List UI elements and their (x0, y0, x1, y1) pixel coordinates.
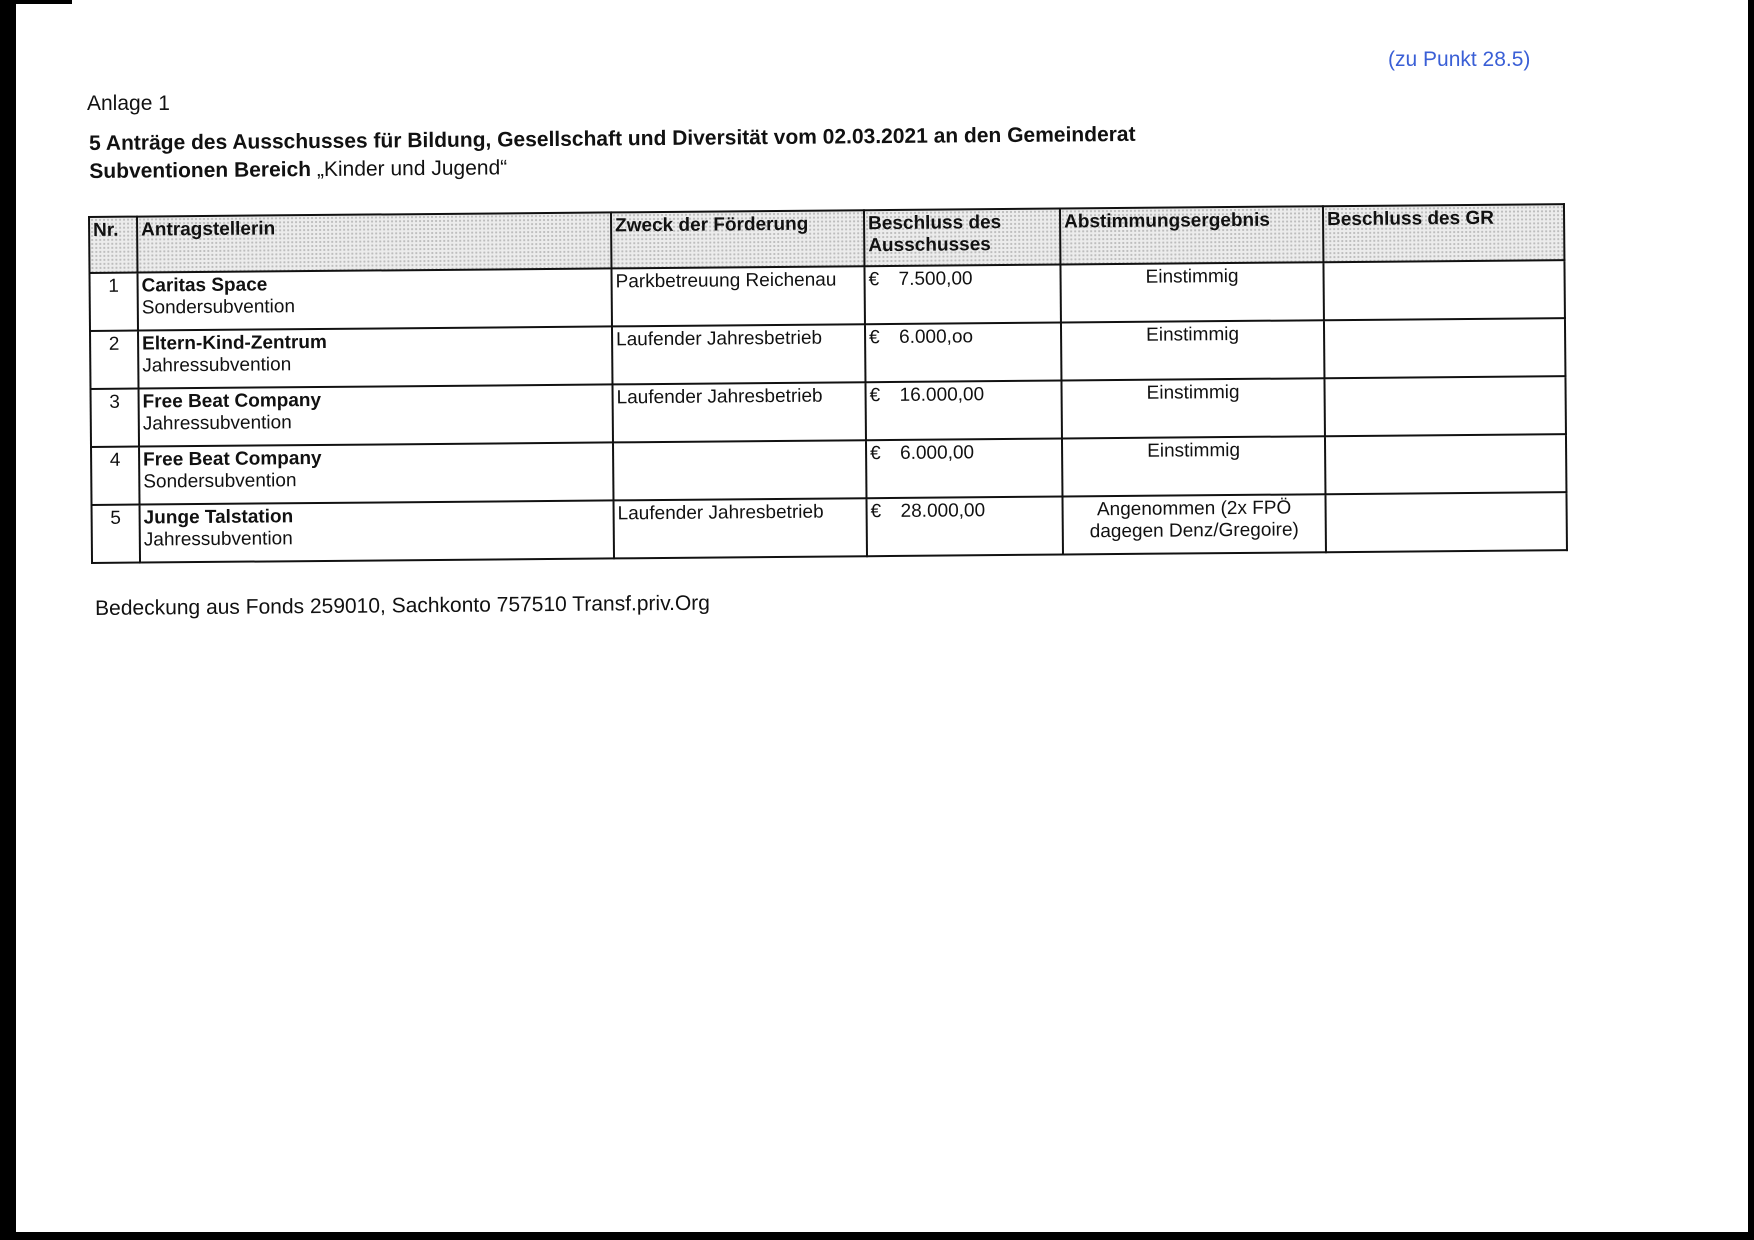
applicant-cell (138, 326, 612, 388)
council-decision-cell (1325, 434, 1566, 494)
applicant-cell (139, 384, 613, 446)
table-row (92, 492, 1567, 563)
agenda-reference: (zu Punkt 28.5) (1388, 48, 1531, 71)
purpose-cell (613, 440, 866, 500)
applicant-name: Free Beat Company (143, 447, 322, 471)
row-number: 1 (89, 273, 138, 331)
applicant-cell (140, 500, 614, 562)
amount-value: 16.000,00 (899, 384, 985, 406)
purpose-cell: Laufender Jahresbetrieb (614, 498, 867, 558)
subsidy-type: Sondersubvention (143, 470, 297, 493)
applicant-name: Eltern-Kind-Zentrum (142, 331, 327, 355)
amount-cell (866, 439, 1062, 499)
subsidy-type: Jahressubvention (142, 412, 292, 435)
title-line-1: 5 Anträge des Ausschusses für Bildung, Gesellschaft und Diversität vom 02.03.2021 an den Gemeinderat (89, 122, 1136, 155)
document-title (89, 121, 1136, 186)
currency-symbol: € (870, 443, 881, 465)
header-nr: Nr. (89, 217, 137, 273)
currency-symbol: € (869, 327, 880, 349)
currency-symbol: € (870, 501, 882, 523)
vote-result-cell: Einstimmig (1062, 436, 1325, 496)
scan-border-left (0, 0, 16, 1240)
subsidy-type: Sondersubvention (141, 296, 296, 319)
coverage-note: Bedeckung aus Fonds 259010, Sachkonto 757510 Transf.priv.Org (95, 591, 711, 620)
row-number: 4 (91, 447, 140, 505)
header-council-decision: Beschluss des GR (1323, 204, 1564, 262)
applicant-name: Free Beat Company (142, 389, 322, 413)
header-applicant: Antragstellerin (137, 212, 611, 272)
header-vote-result: Abstimmungsergebnis (1060, 206, 1323, 264)
vote-result-cell: Einstimmig (1061, 378, 1324, 438)
amount-value: 6.000,oo (898, 326, 974, 348)
subsidy-type: Jahressubvention (142, 354, 292, 377)
scan-border-right (1748, 0, 1754, 1240)
scan-border-bottom (0, 1232, 1754, 1240)
currency-symbol: € (869, 385, 881, 407)
amount-cell (864, 265, 1060, 325)
row-number: 2 (90, 331, 139, 389)
amount-value: 28.000,00 (900, 500, 986, 522)
row-number: 5 (92, 505, 141, 563)
purpose-cell: Laufender Jahresbetrieb (612, 324, 865, 384)
subsidy-type: Jahressubvention (143, 528, 293, 551)
grants-table-wrapper (88, 203, 1568, 564)
title-line-2-bold: Subventionen Bereich (89, 158, 312, 183)
purpose-cell: Parkbetreuung Reichenau (611, 266, 864, 326)
council-decision-cell (1325, 492, 1566, 552)
purpose-cell: Laufender Jahresbetrieb (612, 382, 865, 442)
annex-label: Anlage 1 (87, 92, 170, 115)
council-decision-cell (1324, 318, 1565, 378)
applicant-cell (139, 442, 613, 504)
council-decision-cell (1324, 376, 1565, 436)
vote-result-cell: Einstimmig (1061, 320, 1324, 380)
council-decision-cell (1323, 260, 1564, 320)
amount-value: 7.500,00 (898, 268, 973, 290)
applicant-name: Junge Talstation (143, 506, 294, 529)
amount-value: 6.000,00 (900, 442, 975, 464)
amount-cell (865, 381, 1061, 441)
header-committee-decision: Beschluss des Ausschusses (864, 209, 1060, 267)
applicant-cell (137, 268, 611, 330)
amount-cell (866, 497, 1062, 557)
grants-table (88, 203, 1568, 564)
title-line-2-normal: „Kinder und Jugend“ (316, 156, 508, 182)
amount-cell (865, 323, 1061, 383)
vote-result-cell: Einstimmig (1060, 262, 1323, 322)
applicant-name: Caritas Space (141, 274, 268, 297)
vote-result-cell: Angenommen (2x FPÖ dagegen Denz/Gregoire) (1062, 494, 1325, 554)
currency-symbol: € (868, 269, 880, 291)
row-number: 3 (91, 389, 140, 447)
scan-border-top (0, 0, 72, 4)
header-purpose: Zweck der Förderung (611, 210, 864, 268)
